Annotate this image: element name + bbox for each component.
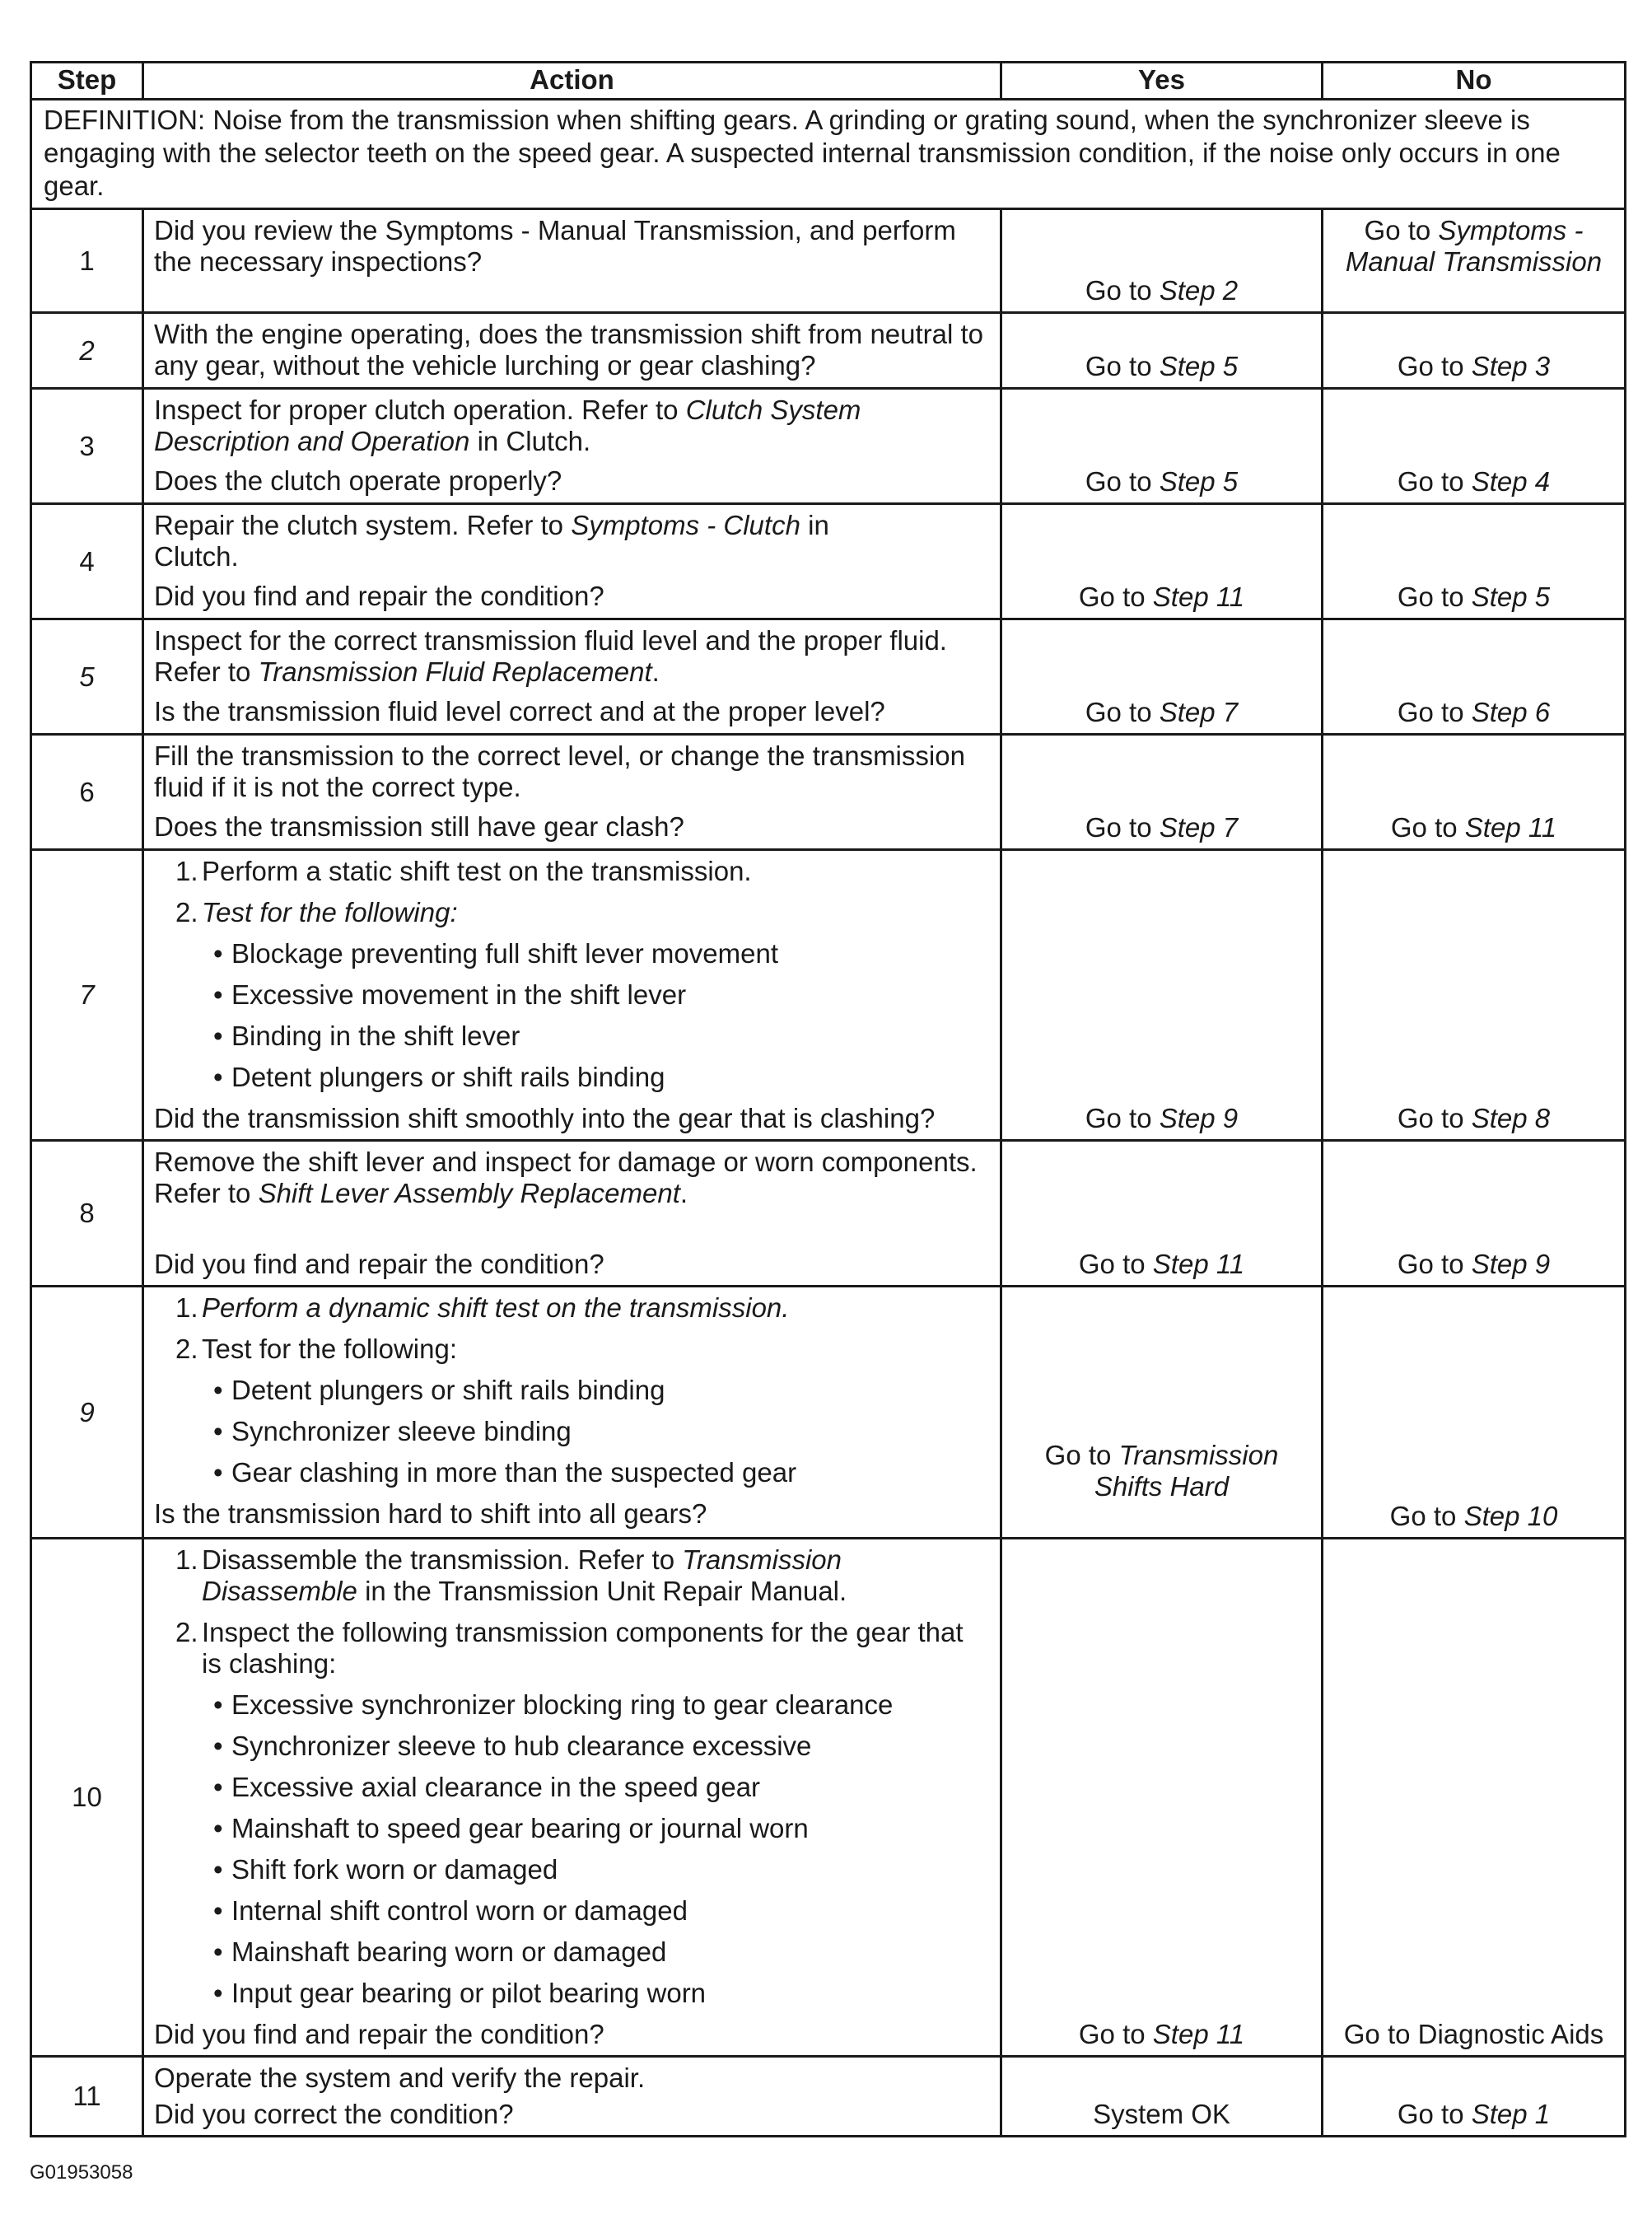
bullet-item: • Gear clashing in more than the suspected gear	[231, 1457, 990, 1488]
action-cell	[143, 735, 1001, 850]
bullet-item: • Excessive movement in the shift lever	[231, 979, 990, 1011]
action-cell	[143, 619, 1001, 735]
header-action: Action	[143, 63, 1001, 100]
step-number: 5	[31, 619, 143, 735]
question-text: Did you correct the condition?	[154, 2099, 514, 2129]
table-row	[31, 850, 1626, 1141]
action-text: Fill the transmission to the correct level, or change the transmission fluid if it is not the correct type.	[154, 740, 965, 802]
bullet-item: • Input gear bearing or pilot bearing worn	[231, 1978, 990, 2009]
step-number: 2	[31, 313, 143, 389]
bullet-item: • Excessive axial clearance in the speed gear	[231, 1772, 990, 1803]
question-text: Is the transmission hard to shift into all gears?	[154, 1498, 707, 1529]
yes-cell: Go to Transmission Shifts Hard	[1001, 1287, 1323, 1539]
no-cell: Go to Step 3	[1323, 313, 1626, 389]
numbered-item: 2. Test for the following:	[175, 1334, 457, 1364]
bullet-item: • Excessive synchronizer blocking ring to gear clearance	[231, 1689, 990, 1721]
action-text: Did you review the Symptoms - Manual Transmission, and perform the necessary inspections?	[143, 209, 1001, 313]
no-cell: Go to Diagnostic Aids	[1323, 1539, 1626, 2057]
step-number: 4	[31, 504, 143, 619]
action-text: With the engine operating, does the transmission shift from neutral to any gear, without the vehicle lurching or gear clashing?	[143, 313, 1001, 389]
action-cell	[143, 1141, 1001, 1287]
step-number: 7	[31, 850, 143, 1141]
step-number: 11	[31, 2057, 143, 2137]
question-text: Did you find and repair the condition?	[154, 581, 604, 611]
no-cell: Go to Step 4	[1323, 389, 1626, 504]
action-text: Repair the clutch system. Refer to Symptoms - Clutch in Clutch.	[154, 510, 829, 572]
bullet-item: • Blockage preventing full shift lever movement	[231, 938, 990, 969]
yes-cell: Go to Step 11	[1001, 1141, 1323, 1287]
no-cell: Go to Step 9	[1323, 1141, 1626, 1287]
question-text: Does the transmission still have gear clash?	[154, 811, 684, 842]
diagnostic-table	[30, 61, 1626, 2137]
no-cell: Go to Symptoms - Manual Transmission	[1323, 209, 1626, 313]
yes-cell: Go to Step 2	[1001, 209, 1323, 313]
step-number: 8	[31, 1141, 143, 1287]
table-row	[31, 504, 1626, 619]
question-text: Does the clutch operate properly?	[154, 465, 562, 496]
bullet-item: • Detent plungers or shift rails binding	[231, 1375, 990, 1406]
numbered-item: 1. Perform a static shift test on the transmission.	[175, 856, 752, 886]
header-no: No	[1323, 63, 1626, 100]
action-text: Remove the shift lever and inspect for damage or worn components. Refer to Shift Lever Assembly Replacement.	[154, 1147, 978, 1208]
action-cell	[143, 2057, 1001, 2137]
table-row	[31, 209, 1626, 313]
bullet-item: • Binding in the shift lever	[231, 1021, 990, 1052]
no-cell: Go to Step 5	[1323, 504, 1626, 619]
yes-cell: Go to Step 5	[1001, 313, 1323, 389]
step-number: 6	[31, 735, 143, 850]
bullet-item: • Synchronizer sleeve to hub clearance excessive	[231, 1731, 990, 1762]
bullet-item: • Detent plungers or shift rails binding	[231, 1062, 990, 1093]
action-cell	[143, 850, 1001, 1141]
no-cell: Go to Step 8	[1323, 850, 1626, 1141]
action-cell	[143, 1539, 1001, 2057]
action-cell	[143, 389, 1001, 504]
step-number: 3	[31, 389, 143, 504]
numbered-item: 1. Disassemble the transmission. Refer to Transmission Disassemble in the Transmission Unit Repair Manual.	[175, 1544, 847, 1606]
header-step: Step	[31, 63, 143, 100]
table-row	[31, 1141, 1626, 1287]
bullet-item: • Mainshaft to speed gear bearing or journal worn	[231, 1813, 990, 1844]
bullet-item: • Shift fork worn or damaged	[231, 1854, 990, 1885]
bullet-item: • Mainshaft bearing worn or damaged	[231, 1936, 990, 1968]
table-row	[31, 1539, 1626, 2057]
yes-cell: Go to Step 11	[1001, 1539, 1323, 2057]
bullet-item: • Internal shift control worn or damaged	[231, 1895, 990, 1927]
table-row	[31, 735, 1626, 850]
question-text: Is the transmission fluid level correct and at the proper level?	[154, 696, 885, 726]
yes-cell: Go to Step 5	[1001, 389, 1323, 504]
definition-row	[31, 100, 1626, 209]
yes-cell: Go to Step 9	[1001, 850, 1323, 1141]
step-number: 1	[31, 209, 143, 313]
no-cell: Go to Step 1	[1323, 2057, 1626, 2137]
step-number: 10	[31, 1539, 143, 2057]
definition-text: DEFINITION: Noise from the transmission when shifting gears. A grinding or grating sound, when the synchronizer sleeve is engaging with the selector teeth on the speed gear. A suspected internal transmission condition, if the noise only occurs in one gear.	[31, 100, 1626, 209]
yes-cell: Go to Step 7	[1001, 619, 1323, 735]
yes-cell: Go to Step 11	[1001, 504, 1323, 619]
numbered-item: 2. Test for the following:	[175, 897, 458, 927]
table-row	[31, 619, 1626, 735]
action-text: Inspect for proper clutch operation. Refer to Clutch System Description and Operation in Clutch.	[154, 395, 861, 456]
no-cell: Go to Step 6	[1323, 619, 1626, 735]
question-text: Did you find and repair the condition?	[154, 2019, 604, 2049]
action-cell	[143, 504, 1001, 619]
bullet-item: • Synchronizer sleeve binding	[231, 1416, 990, 1447]
action-text: Inspect for the correct transmission fluid level and the proper fluid. Refer to Transmission Fluid Replacement.	[154, 625, 947, 687]
table-row	[31, 313, 1626, 389]
action-cell	[143, 1287, 1001, 1539]
step-number: 9	[31, 1287, 143, 1539]
yes-cell: Go to Step 7	[1001, 735, 1323, 850]
no-cell: Go to Step 10	[1323, 1287, 1626, 1539]
numbered-item: 2. Inspect the following transmission components for the gear that is clashing:	[175, 1617, 964, 1679]
yes-cell: System OK	[1001, 2057, 1323, 2137]
table-row	[31, 389, 1626, 504]
no-cell: Go to Step 11	[1323, 735, 1626, 850]
question-text: Did the transmission shift smoothly into the gear that is clashing?	[154, 1103, 936, 1133]
table-header-row	[31, 63, 1626, 100]
figure-id: G01953058	[30, 2161, 133, 2184]
action-text: Operate the system and verify the repair.	[154, 2063, 646, 2093]
table-row	[31, 1287, 1626, 1539]
header-yes: Yes	[1001, 63, 1323, 100]
table-row	[31, 2057, 1626, 2137]
question-text: Did you find and repair the condition?	[154, 1249, 604, 1279]
numbered-item: 1. Perform a dynamic shift test on the transmission.	[175, 1292, 790, 1323]
